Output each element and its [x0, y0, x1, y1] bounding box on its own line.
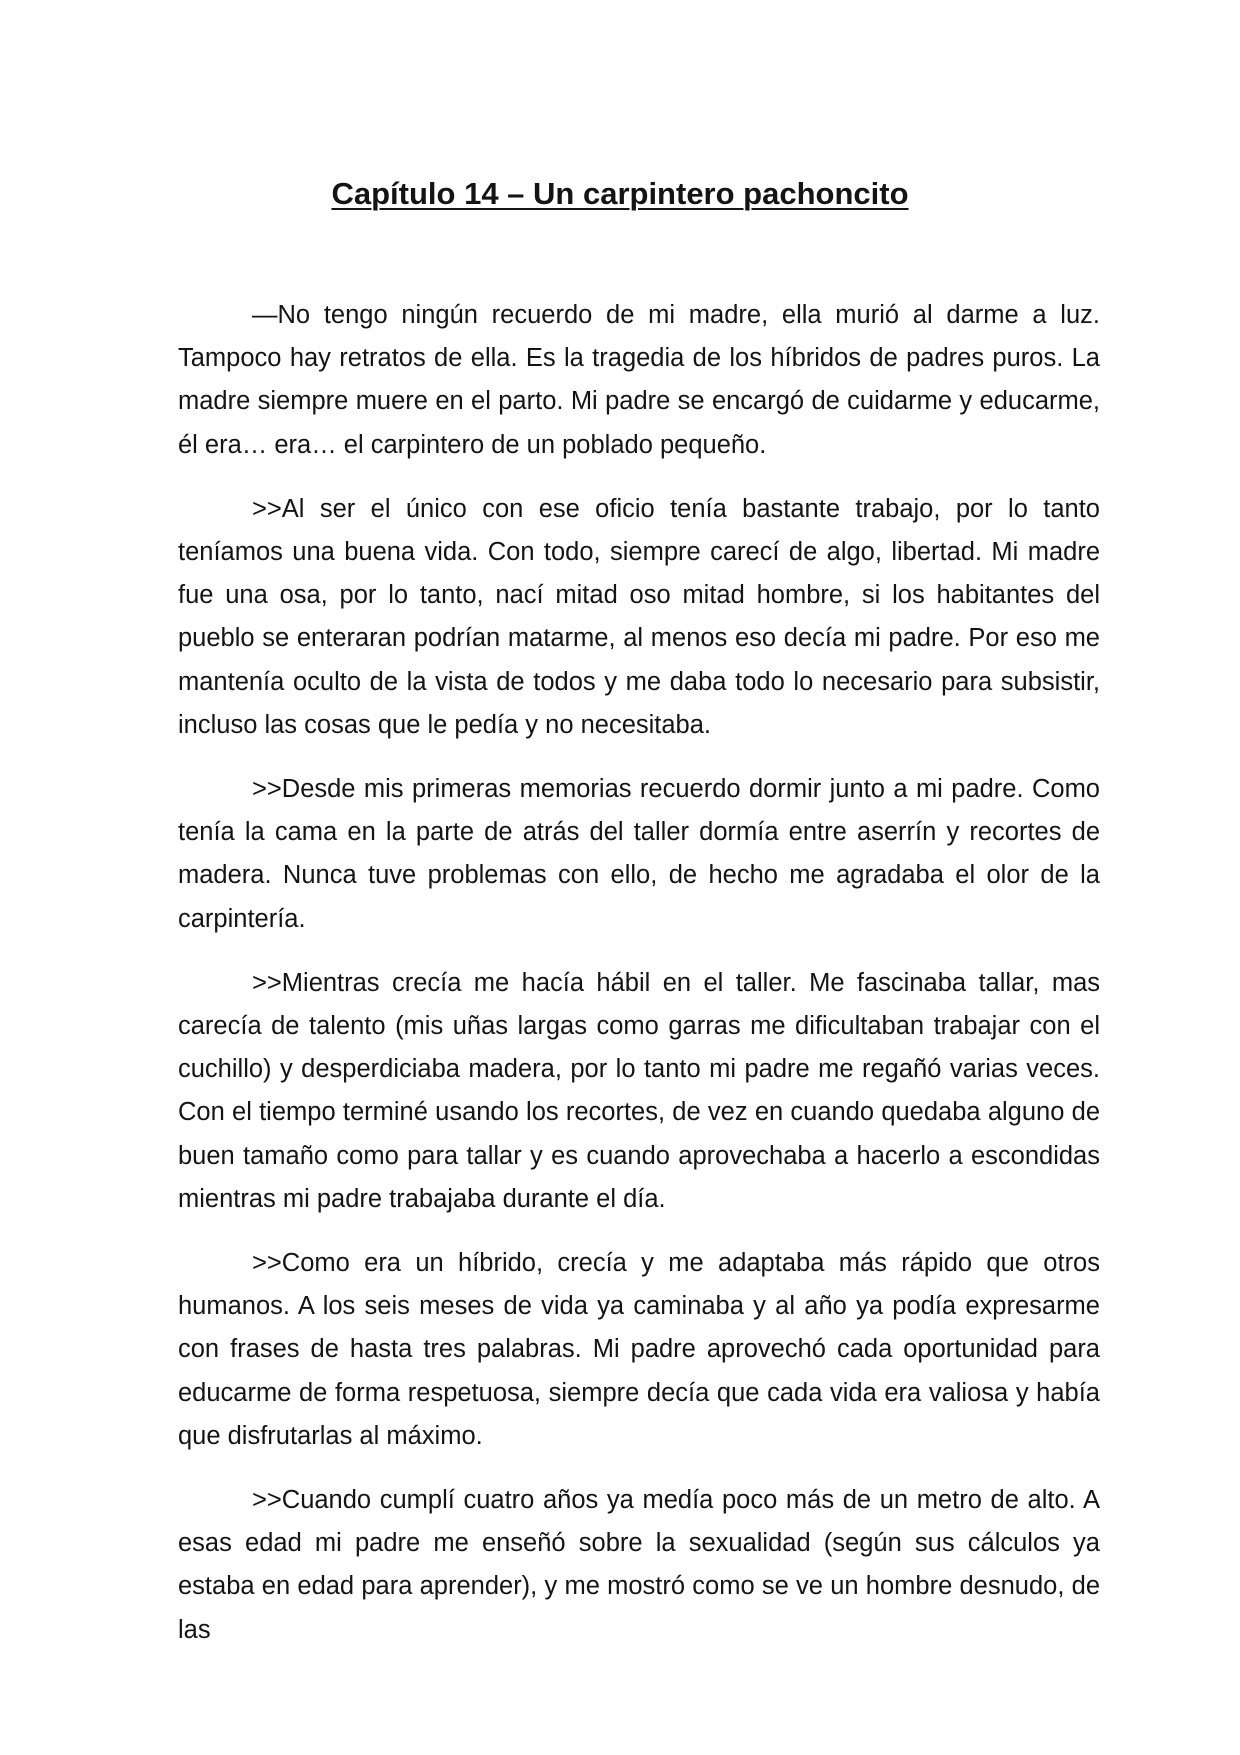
paragraph: >>Al ser el único con ese oficio tenía bastante trabajo, por lo tanto teníamos una buena vida. Con todo, siempre carecí de algo, libertad. Mi madre fue una osa, por lo tanto, nací mitad oso mitad hombre, si los habitantes del pueblo se enteraran podrían matarme, al menos eso decía mi padre. Por eso me mantenía oculto de la vista de todos y me daba todo lo necesario para subsistir, incluso las cosas que le pedía y no necesitaba.	[178, 494, 1100, 739]
paragraph: >>Desde mis primeras memorias recuerdo dormir junto a mi padre. Como tenía la cama en la parte de atrás del taller dormía entre aserrín y recortes de madera. Nunca tuve problemas con ello, de hecho me agradaba el olor de la carpintería.	[178, 775, 1100, 933]
paragraph: >>Mientras crecía me hacía hábil en el taller. Me fascinaba tallar, mas carecía de talento (mis uñas largas como garras me dificultaban trabajar con el cuchillo) y desperdiciaba madera, por lo tanto mi padre me regañó varias veces. Con el tiempo terminé usando los recortes, de vez en cuando quedaba alguno de buen tamaño como para tallar y es cuando aprovechaba a hacerlo a escondidas mientras mi padre trabajaba durante el día.	[178, 968, 1100, 1213]
chapter-title: Capítulo 14 – Un carpintero pachoncito	[331, 176, 909, 211]
paragraph: —No tengo ningún recuerdo de mi madre, ella murió al darme a luz. Tampoco hay retratos de ella. Es la tragedia de los híbridos de padres puros. La madre siempre muere en el parto. Mi padre se encargó de cuidarme y educarme, él era… era… el carpintero de un poblado pequeño.	[178, 301, 1100, 459]
paragraph: >>Cuando cumplí cuatro años ya medía poco más de un metro de alto. A esas edad mi padre me enseñó sobre la sexualidad (según sus cálculos ya estaba en edad para aprender), y me mostró como se ve un hombre desnudo, de las	[178, 1486, 1100, 1644]
chapter-body	[178, 294, 1100, 1673]
paragraph: >>Como era un híbrido, crecía y me adaptaba más rápido que otros humanos. A los seis meses de vida ya caminaba y al año ya podía expresarme con frases de hasta tres palabras. Mi padre aprovechó cada oportunidad para educarme de forma respetuosa, siempre decía que cada vida era valiosa y había que disfrutarlas al máximo.	[178, 1249, 1100, 1450]
